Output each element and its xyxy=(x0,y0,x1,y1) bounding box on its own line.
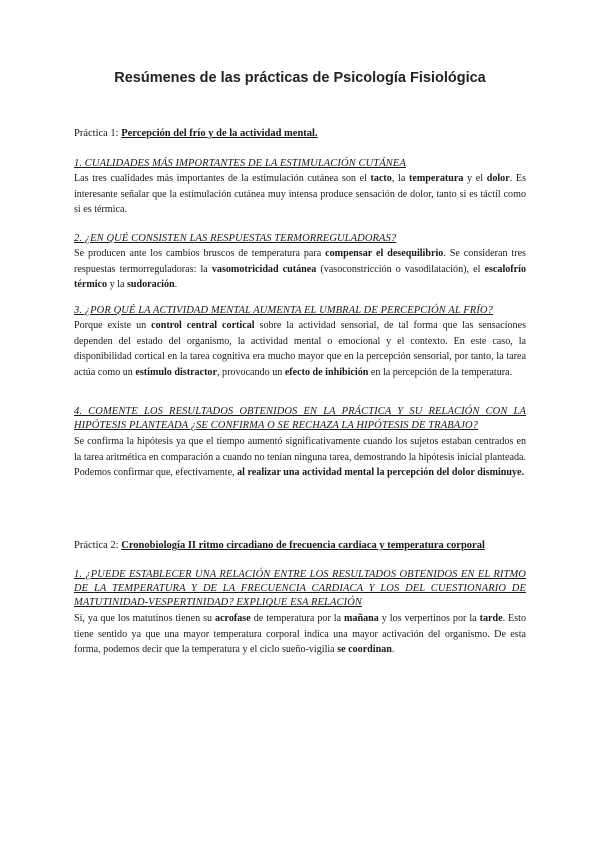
p1-question-3-answer: Porque existe un control central cortical sobre la actividad sensorial, de tal forma que las sensaciones dependen del estado del organismo, la actividad mental o emocional y el contexto. En este caso, la disponibilidad cortical en la tarea cognitiva era mucho mayor que en la percepción sensorial, por tanto, la tarea actúa como un estímulo distractor, provocando un efecto de inhibición en la percepción de la temperatura. xyxy=(74,320,526,378)
practice-1-heading xyxy=(74,127,318,141)
practice-2-heading xyxy=(74,539,485,553)
p2-question-1-title: 1. ¿PUEDE ESTABLECER UNA RELACIÓN ENTRE LOS RESULTADOS OBTENIDOS EN EL RITMO DE LA TEMPERATURA Y DE LA FRECUENCIA CARDIACA Y LOS DEL CUESTIONARIO DE MATUTINIDAD-VESPERTINIDAD? EXPLIQUE ESA RELACIÓN xyxy=(74,569,526,609)
document-title: Resúmenes de las prácticas de Psicología Fisiológica xyxy=(114,70,486,86)
p1-question-4-title: 4. COMENTE LOS RESULTADOS OBTENIDOS EN LA PRÁCTICA Y SU RELACIÓN CON LA HIPÓTESIS PLANTEADA ¿SE CONFIRMA O SE RECHAZA LA HIPÓTESIS DE TRABAJO? xyxy=(74,406,526,432)
p1-question-1-title: 1. CUALIDADES MÁS IMPORTANTES DE LA ESTIMULACIÓN CUTÁNEA xyxy=(74,158,406,169)
p2-question-1-answer: Sí, ya que los matutinos tienen su acrofase de temperatura por la mañana y los verpertinos por la tarde. Esto tiene sentido ya que una mayor temperatura corporal indica una mayor activación del organismo. De esta forma, podemos decir que la temperatura y el ciclo sueño-vigilia se coordinan. xyxy=(74,613,526,656)
p1-question-3-title: 3. ¿POR QUÉ LA ACTIVIDAD MENTAL AUMENTA EL UMBRAL DE PERCEPCIÓN AL FRÍO? xyxy=(74,305,493,316)
practice-2-label: Práctica 2: xyxy=(74,540,119,551)
p1-question-4-answer: Se confirma la hipótesis ya que el tiempo aumentó significativamente cuando los sujetos estaban centrados en la tarea aritmética en comparación a cuando no tenían ninguna tarea, demostrando la hipótesis inicial planteada. Podemos confirmar que, efectivamente, al realizar una actividad mental la percepción del dolor disminuye. xyxy=(74,436,526,479)
p1-question-2-title: 2. ¿EN QUÉ CONSISTEN LAS RESPUESTAS TERMORREGULADORAS? xyxy=(74,233,397,244)
p1-question-1-answer: Las tres cualidades más importantes de la estimulación cutánea son el tacto, la temperatura y el dolor. Es interesante señalar que la estimulación cutánea muy intensa produce sensación de dolor, tanto si es táctil como si es térmica. xyxy=(74,173,527,216)
practice-1-label: Práctica 1: xyxy=(74,128,119,139)
p1-question-2-answer: Se producen ante los cambios bruscos de temperatura para compensar el desequilibrio. Se consideran tres respuestas termorreguladoras: la vasomotricidad cutánea (vasoconstricción o vasodilatación), el escalofrío térmico y la sudoración. xyxy=(74,248,526,291)
practice-2-name: Cronobiología II ritmo circadiano de frecuencia cardiaca y temperatura corporal xyxy=(121,540,485,551)
practice-1-name: Percepción del frío y de la actividad mental. xyxy=(121,128,318,139)
